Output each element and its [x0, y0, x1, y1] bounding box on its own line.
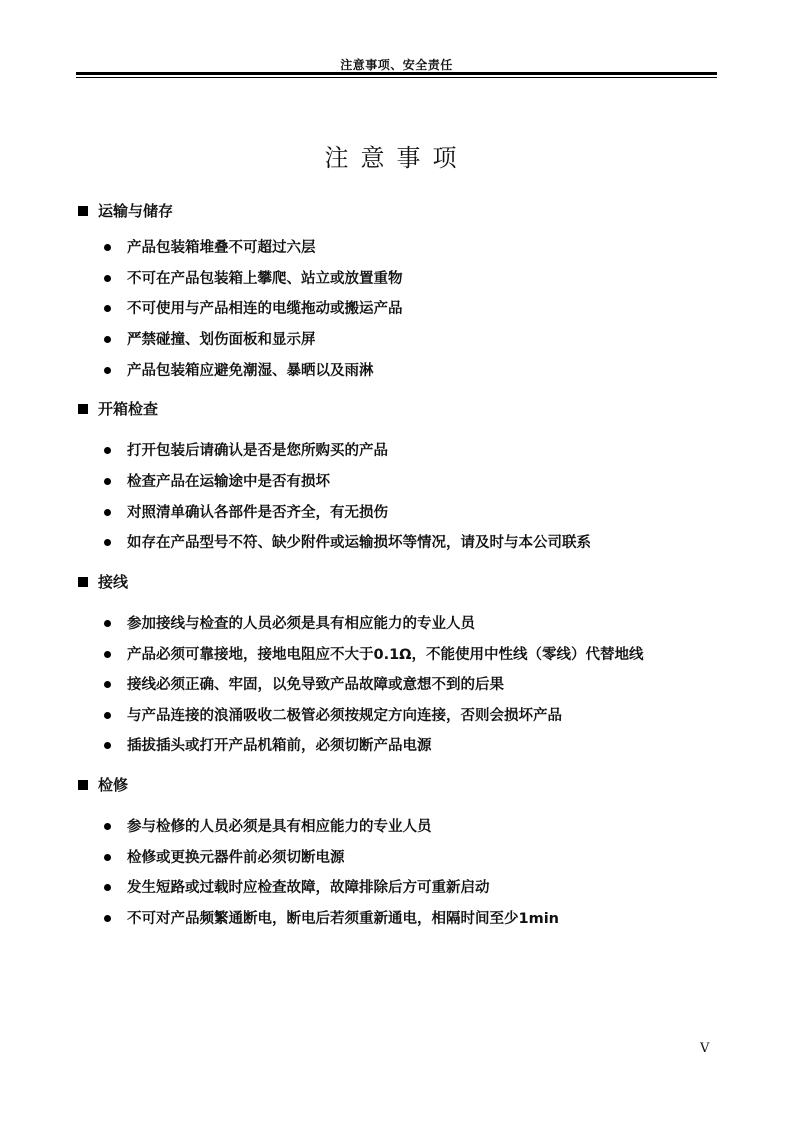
list-item: 打开包装后请确认是否是您所购买的产品 [104, 441, 388, 461]
header-rule-thick [76, 72, 717, 75]
bullet-icon [104, 742, 111, 749]
list-item: 如存在产品型号不符、缺少附件或运输损坏等情况，请及时与本公司联系 [104, 533, 591, 553]
running-header: 注意事项、安全责任 [340, 58, 453, 72]
bullet-icon [104, 305, 111, 312]
list-item: 不可在产品包装箱上攀爬、站立或放置重物 [104, 269, 403, 289]
bullet-icon [104, 712, 111, 719]
square-bullet-icon [78, 404, 88, 414]
header-rule-thin [76, 77, 717, 78]
list-item: 接线必须正确、牢固，以免导致产品故障或意想不到的后果 [104, 675, 504, 695]
list-item: 参与检修的人员必须是具有相应能力的专业人员 [104, 817, 432, 837]
bullet-icon [104, 651, 111, 658]
bullet-icon [104, 539, 111, 546]
square-bullet-icon [78, 206, 88, 216]
bullet-icon [104, 244, 111, 251]
list-item: 检修或更换元器件前必须切断电源 [104, 848, 345, 868]
section-heading-label: 接线 [98, 573, 129, 591]
bullet-icon [104, 681, 111, 688]
section-heading-transport [78, 201, 173, 221]
section-heading-label: 开箱检查 [98, 400, 159, 418]
section-heading-wiring [78, 572, 128, 592]
section-heading-label: 检修 [98, 776, 129, 794]
list-item: 与产品连接的浪涌吸收二极管必须按规定方向连接，否则会损坏产品 [104, 706, 562, 726]
bullet-icon [104, 884, 111, 891]
page-number: V [700, 1041, 710, 1056]
section-heading-unpacking [78, 399, 158, 419]
bullet-icon [104, 447, 111, 454]
bullet-icon [104, 275, 111, 282]
bullet-icon [104, 915, 111, 922]
list-item: 严禁碰撞、划伤面板和显示屏 [104, 330, 316, 350]
list-item: 检查产品在运输途中是否有损坏 [104, 472, 330, 492]
bullet-icon [104, 620, 111, 627]
section-heading-maintenance [78, 775, 128, 795]
bullet-icon [104, 478, 111, 485]
square-bullet-icon [78, 577, 88, 587]
list-item: 产品包装箱应避免潮湿、暴晒以及雨淋 [104, 361, 374, 381]
page-title: 注意事项 [324, 144, 469, 172]
list-item: 插拔插头或打开产品机箱前，必须切断产品电源 [104, 736, 432, 756]
square-bullet-icon [78, 780, 88, 790]
bullet-icon [104, 367, 111, 374]
bullet-icon [104, 509, 111, 516]
list-item: 不可对产品频繁通断电，断电后若须重新通电，相隔时间至少1min [104, 909, 559, 929]
list-item: 对照清单确认各部件是否齐全，有无损伤 [104, 503, 388, 523]
list-item: 参加接线与检查的人员必须是具有相应能力的专业人员 [104, 614, 475, 634]
bullet-icon [104, 823, 111, 830]
section-heading-label: 运输与储存 [98, 202, 174, 220]
list-item: 产品必须可靠接地，接地电阻应不大于0.1Ω，不能使用中性线（零线）代替地线 [104, 645, 644, 665]
list-item: 产品包装箱堆叠不可超过六层 [104, 238, 316, 258]
list-item: 发生短路或过载时应检查故障，故障排除后方可重新启动 [104, 878, 490, 898]
bullet-icon [104, 854, 111, 861]
bullet-icon [104, 336, 111, 343]
list-item: 不可使用与产品相连的电缆拖动或搬运产品 [104, 299, 403, 319]
